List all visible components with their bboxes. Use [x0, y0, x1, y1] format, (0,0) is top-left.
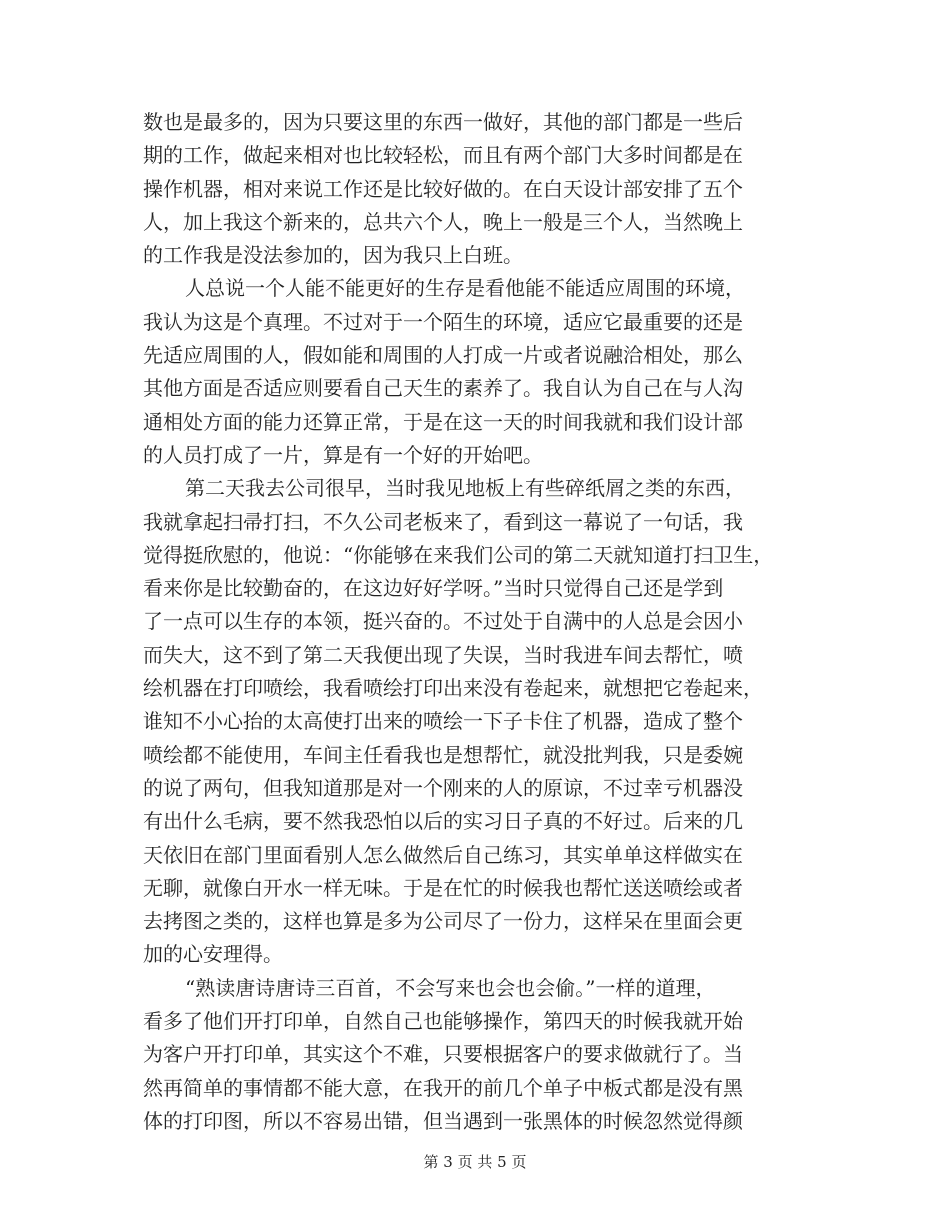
text-line: 然再简单的事情都不能大意，在我开的前几个单子中板式都是没有黑 — [143, 1075, 743, 1100]
text-line: 去拷图之类的，这样也算是多为公司尽了一份力，这样呆在里面会更 — [143, 909, 743, 934]
text-line: 通相处方面的能力还算正常，于是在这一天的时间我就和我们设计部 — [143, 409, 743, 434]
text-line: 了一点可以生存的本领，挺兴奋的。不过处于自满中的人总是会因小 — [143, 609, 743, 634]
text-line: 而失大，这不到了第二天我便出现了失误，当时我进车间去帮忙，喷 — [143, 642, 743, 667]
text-line: 我就拿起扫帚打扫，不久公司老板来了，看到这一幕说了一句话，我 — [143, 509, 743, 534]
text-line: 期的工作，做起来相对也比较轻松，而且有两个部门大多时间都是在 — [143, 143, 743, 168]
text-line: 加的心安理得。 — [143, 942, 283, 967]
text-line: 看多了他们开打印单，自然自己也能够操作，第四天的时候我就开始 — [143, 1009, 743, 1034]
page-number-footer: 第 3 页 共 5 页 — [423, 1153, 527, 1171]
text-line: 看来你是比较勤奋的，在这边好好学呀。”当时只觉得自己还是学到 — [143, 576, 724, 601]
text-line: 人，加上我这个新来的，总共六个人，晚上一般是三个人，当然晚上 — [143, 209, 743, 234]
text-line: 喷绘都不能使用，车间主任看我也是想帮忙，就没批判我，只是委婉 — [143, 742, 743, 767]
text-line: 的工作我是没法参加的，因为我只上白班。 — [143, 243, 523, 268]
text-line: 我认为这是个真理。不过对于一个陌生的环境，适应它最重要的还是 — [143, 309, 743, 334]
text-line: 天依旧在部门里面看别人怎么做然后自己练习，其实单单这样做实在 — [143, 842, 743, 867]
text-line: 无聊，就像白开水一样无味。于是在忙的时候我也帮忙送送喷绘或者 — [143, 875, 743, 900]
text-line: 体的打印图，所以不容易出错，但当遇到一张黑体的时候忽然觉得颜 — [143, 1108, 743, 1133]
text-line: 其他方面是否适应则要看自己天生的素养了。我自认为自己在与人沟 — [143, 376, 743, 401]
text-line: 操作机器，相对来说工作还是比较好做的。在白天设计部安排了五个 — [143, 176, 743, 201]
text-line: 为客户开打印单，其实这个不难，只要根据客户的要求做就行了。当 — [143, 1042, 743, 1067]
paragraph-first-line: 人总说一个人能不能更好的生存是看他能不能适应周围的环境， — [185, 276, 745, 301]
text-line: 觉得挺欣慰的，他说：“你能够在来我们公司的第二天就知道打扫卫生， — [143, 542, 774, 567]
text-line: 数也是最多的，因为只要这里的东西一做好，其他的部门都是一些后 — [143, 110, 743, 134]
body-text — [143, 106, 808, 1138]
text-line: 的说了两句，但我知道那是对一个刚来的人的原谅，不过幸亏机器没 — [143, 775, 743, 800]
text-line: 的人员打成了一片，算是有一个好的开始吧。 — [143, 442, 543, 467]
text-line: 有出什么毛病，要不然我恐怕以后的实习日子真的不好过。后来的几 — [143, 809, 743, 834]
paragraph-first-line: “熟读唐诗唐诗三百首，不会写来也会也会偷。”一样的道理， — [185, 975, 716, 1000]
text-line: 绘机器在打印喷绘，我看喷绘打印出来没有卷起来，就想把它卷起来， — [143, 676, 763, 701]
paragraph-first-line: 第二天我去公司很早，当时我见地板上有些碎纸屑之类的东西， — [185, 476, 745, 501]
text-line: 先适应周围的人，假如能和周围的人打成一片或者说融洽相处，那么 — [143, 343, 743, 368]
text-line: 谁知不小心抬的太高使打出来的喷绘一下子卡住了机器，造成了整个 — [143, 709, 743, 734]
